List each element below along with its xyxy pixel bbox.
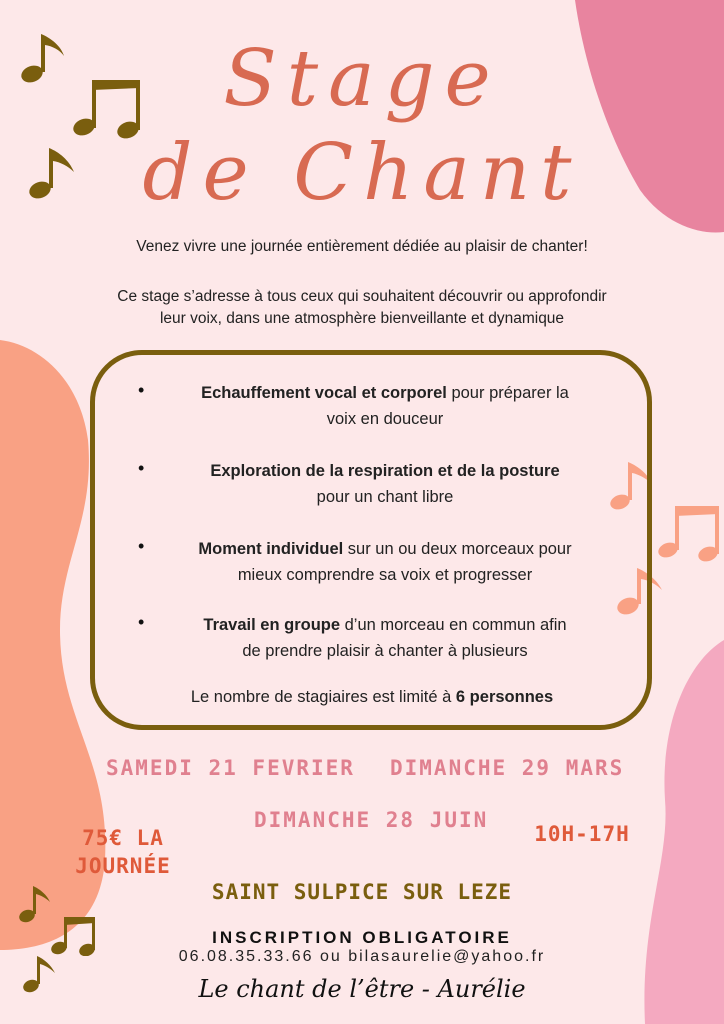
price-line-1: 75€ LA — [82, 826, 164, 850]
contact-info: 06.08.35.33.66 ou bilasaurelie@yahoo.fr — [178, 948, 546, 965]
date-3: DIMANCHE 28 JUIN — [254, 808, 489, 832]
date-2: DIMANCHE 29 MARS — [390, 756, 625, 780]
title-line-2: de Chant — [142, 128, 582, 218]
price — [60, 824, 186, 880]
item-bold: Moment individuel — [198, 540, 344, 558]
bullet: • — [138, 536, 145, 556]
item-rest: pour préparer la — [446, 384, 569, 402]
program-item — [140, 458, 630, 510]
program-item — [140, 380, 630, 432]
item-rest: d’un morceau en commun afin — [340, 616, 567, 634]
title-line-1: Stage — [223, 34, 501, 124]
item-bold: Exploration de la respiration et de la posture — [210, 462, 560, 480]
item-rest: sur un ou deux morceaux pour — [343, 540, 572, 558]
intro-line-2b: leur voix, dans une atmosphère bienveillante et dynamique — [159, 310, 565, 327]
item-rest: mieux comprendre sa voix et progresser — [237, 566, 533, 584]
price-line-2: JOURNÉE — [75, 854, 171, 878]
item-bold: Travail en groupe — [203, 616, 341, 634]
bullet: • — [138, 380, 145, 400]
signature: Le chant de l’être - Aurélie — [198, 975, 526, 1003]
item-rest: pour un chant libre — [316, 488, 454, 506]
program-item — [140, 612, 630, 664]
intro-line-2a: Ce stage s’adresse à tous ceux qui souhaitent découvrir ou approfondir — [117, 288, 607, 305]
limit-text: Le nombre de stagiaires est limité à — [190, 688, 456, 706]
item-bold: Echauffement vocal et corporel — [201, 384, 447, 402]
date-1: SAMEDI 21 FEVRIER — [106, 756, 355, 780]
hours: 10H-17H — [534, 822, 630, 846]
program-item — [140, 536, 630, 588]
intro-line-1: Venez vivre une journée entièrement dédiée au plaisir de chanter! — [136, 238, 588, 255]
item-rest: voix en douceur — [326, 410, 444, 428]
limit-count: 6 personnes — [455, 688, 554, 706]
bullet: • — [138, 612, 145, 632]
location: SAINT SULPICE SUR LEZE — [211, 880, 513, 904]
double-music-note-icon — [656, 500, 724, 564]
bullet: • — [138, 458, 145, 478]
item-rest: de prendre plaisir à chanter à plusieurs — [242, 642, 528, 660]
inscription-heading: INSCRIPTION OBLIGATOIRE — [212, 928, 512, 947]
participant-limit — [100, 688, 644, 707]
